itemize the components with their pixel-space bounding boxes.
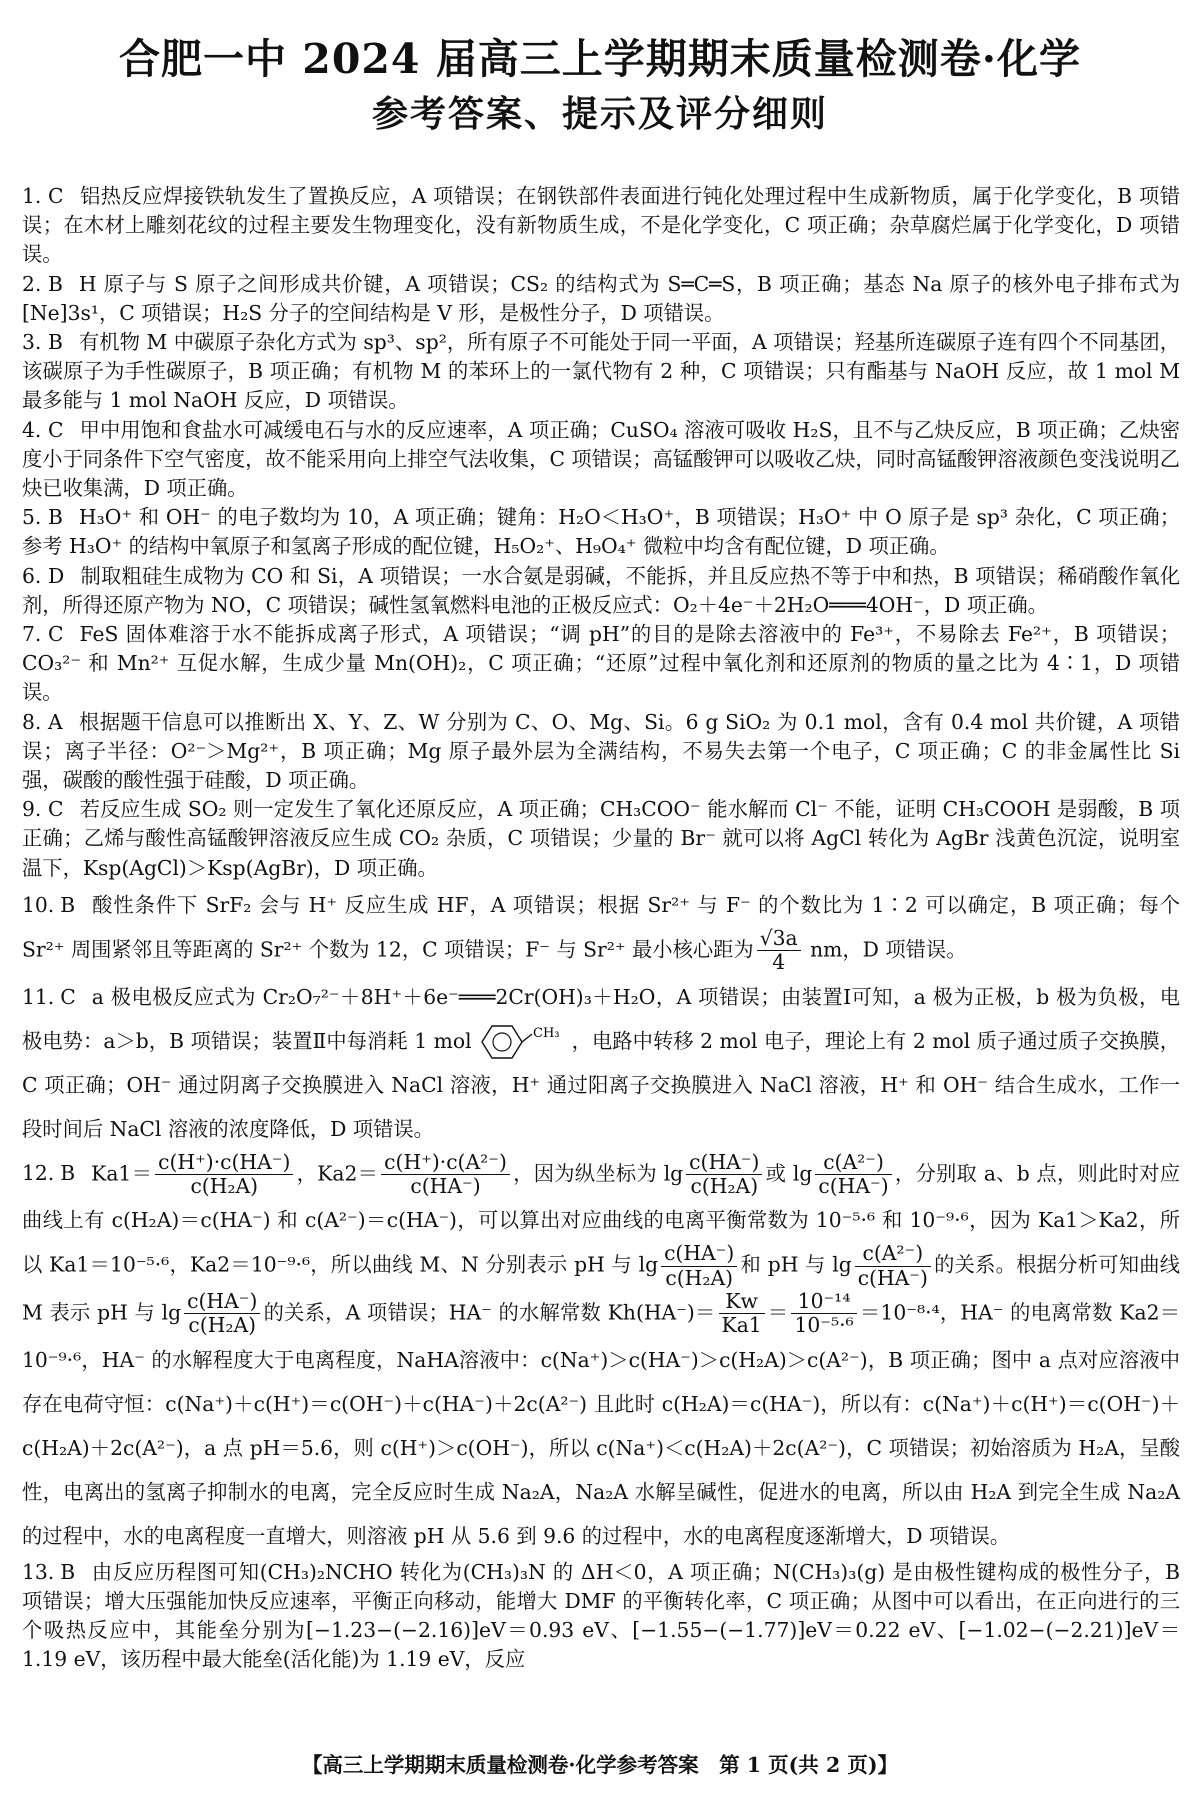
answer-item-8 — [22, 708, 1180, 796]
item-text: 有机物 M 中碳原子杂化方式为 sp³、sp²，所有原子不可能处于同一平面，A 项错误；羟基所连碳原子连有四个不同基团，该碳原子为手性碳原子，B 项正确；有机物 M 的苯环上的一氯代物有 2 种，C 项错误；只有酯基与 NaOH 反应，故 1 mol M 最多能与 1 mol NaOH 反应，D 项错误。 — [22, 330, 1180, 413]
item-text-2: ，电路中转移 2 mol 电子，理论上有 2 mol 质子通过质子交换膜，C 项正确；OH⁻ 通过阴离子交换膜进入 NaCl 溶液，H⁺ 通过阳离子交换膜进入 NaCl 溶液，H⁺ 和 OH⁻ 结合生成水，工作一段时间后 NaCl 溶液的浓度降低，D 项错误。 — [22, 1028, 1180, 1141]
item-text: 的关系，A 项错误；HA⁻ 的水解 — [263, 1300, 561, 1325]
item-number: 7. — [22, 622, 42, 647]
answer-item-2 — [22, 270, 1180, 328]
page-title: 合肥一中 2024 届高三上学期期末质量检测卷·化学 — [119, 35, 1081, 83]
item-text: 若反应生成 SO₂ 则一定发生了氧化还原反应，A 项正确；CH₃COO⁻ 能水解而 Cl⁻ 不能，证明 CH₃COOH 是弱酸，B 项正确；乙烯与酸性高锰酸钾溶液反应生成 CO₂ 杂质，C 项错误；少量的 Br⁻ 就可以将 AgCl 转化为 AgBr 浅黄色沉淀，说明室温下，Ksp(AgCl)＞Ksp(AgBr)，D 项正确。 — [22, 797, 1180, 880]
item-answer: C — [48, 184, 64, 208]
item-text: ＝ — [767, 1300, 789, 1325]
answer-item-5 — [22, 503, 1180, 561]
answer-item-10 — [22, 883, 1180, 975]
numerator: Kw — [719, 1290, 765, 1314]
answer-item-4 — [22, 416, 1180, 504]
numerator: c(HA⁻) — [686, 1151, 762, 1175]
item-text: a 极电极反应式为 Cr₂O₇²⁻＋8H⁺＋6e⁻═══2Cr(OH)₃＋H₂O，A 项错误；由装置Ⅰ可知，a 极为正极，b 极为负极，电极电势：a＞b，B 项错误；装置Ⅱ中每消耗 1 mol — [22, 984, 1180, 1053]
numerator: 10⁻¹⁴ — [791, 1290, 856, 1314]
answer-body — [22, 182, 1180, 1674]
item-answer: B — [60, 892, 76, 917]
item-text: 或 lg — [765, 1160, 813, 1185]
item-text: ，因为纵坐标为 lg — [512, 1160, 684, 1185]
denominator: c(HA⁻) — [857, 1265, 928, 1290]
item-number: 12. — [22, 1160, 55, 1185]
ka1-label: Ka1＝ — [91, 1160, 153, 1185]
fraction — [184, 1290, 260, 1338]
item-number: 8. — [22, 709, 42, 734]
answer-item-9 — [22, 795, 1180, 883]
toluene-structure-icon — [472, 1022, 572, 1062]
item-text: 酸性条件下 SrF₂ 会与 H⁺ 反应生成 HF，A 项错误；根据 Sr²⁺ 与 F⁻ 的个数比为 1∶2 可以确定，B 项正确； — [91, 892, 1138, 917]
item-answer: B — [48, 505, 63, 530]
item-answer: A — [48, 709, 63, 734]
fraction — [719, 1290, 765, 1338]
numerator: √3a — [757, 927, 801, 951]
item-number: 5. — [22, 505, 42, 530]
item-text: 和 pH 与 lg — [740, 1252, 852, 1277]
item-text: 根据题干信息可以推断出 X、Y、Z、W 分别为 C、O、Mg、Si。6 g SiO₂ 为 0.1 mol，含有 0.4 mol 共价键，A 项错误；离子半径：O²⁻＞Mg²⁺，B 项正确；Mg 原子最外层为全满结构，不易失去第一个电子，C 项正确；C 的非金属性比 Si 强，碳酸的酸性强于硅酸，D 项正确。 — [22, 709, 1180, 793]
page-subtitle: 参考答案、提示及评分细则 — [371, 93, 828, 135]
item-text: 的关系。根据分析可知曲线 M 表示 pH 与 lg — [22, 1252, 1180, 1325]
item-text-2: 每个 Sr²⁺ 周围紧邻且等距离的 Sr²⁺ 个数为 12，C 项错误；F⁻ 与 Sr²⁺ 最小核心距为 — [22, 892, 1180, 962]
item-text-3: nm，D 项错误。 — [803, 937, 967, 962]
item-number: 6. — [22, 563, 42, 588]
item-number: 10. — [22, 892, 55, 917]
fraction — [661, 1242, 737, 1290]
item-number: 2. — [22, 271, 42, 296]
item-text: 铝热反应焊接铁轨发生了置换反应，A 项错误；在钢铁部件表面进行钝化处理过程中生成新物质，属于化学变化，B 项错误；在木材上雕刻花纹的过程主要发生物理变化，没有新物质生成，不是化学变化，C 项正确；杂草腐烂属于化学变化，D 项错误。 — [22, 184, 1180, 267]
item-text: 制取粗硅生成物为 CO 和 Si，A 项错误；一水合氨是弱碱，不能拆，并且反应热不等于中和热，B 项错误；稀硝酸作氧化剂，所得还原产物为 NO，C 项错误；碱性氢氧燃料电池的正极反应式：O₂＋4e⁻＋2H₂O═══4OH⁻，D 项正确。 — [22, 563, 1180, 617]
item-text: 由反应历程图可知(CH₃)₂NCHO 转化为(CH₃)₃N 的 ΔH＜0，A 项正确；N(CH₃)₃(g) 是由极性键构成的极性分子，B 项错误；增大压强能加快反应速率，平衡正向移动，能增大 DMF 的平衡转化率，C 项正确；从图中可以看出，在正向进行的三个吸热反应中，其能垒分别为[−1.23−(−2.16)]eV＝0.93 eV、[−1.55−(−1.77)]eV＝0.22 eV、[−1.02−(−2.21)]eV＝1.19 eV，该历程中最大能垒(活化能)为 1.19 eV，反应 — [22, 1559, 1180, 1672]
fraction — [155, 1151, 293, 1199]
item-text: FeS 固体难溶于水不能拆成离子形式，A 项错误；“调 pH”的目的是除去溶液中的 Fe³⁺，不易除去 Fe²⁺，B 项错误；CO₃²⁻ 和 Mn²⁺ 互促水解，生成少量 Mn(OH)₂，C 项正确；“还原”过程中氧化剂和还原剂的物质的量之比为 4∶1，D 项错误。 — [22, 622, 1180, 705]
fraction — [791, 1290, 856, 1338]
item-text: NaHA溶液中：c(Na⁺)＞c(HA⁻)＞c(H₂A)＞c(A²⁻)，B 项正确；图中 a 点对应溶液中存在电荷守恒：c(Na⁺)＋c(H⁺)＝c(OH⁻)＋c(HA⁻)＋2c(A²⁻) 且此时 c(H₂A)＝c(HA⁻)，所以有：c(Na⁺)＋c(H⁺)＝c(OH⁻)＋c(H₂A)＋2c(A²⁻)，a 点 pH＝5.6，则 c(H⁺)＞c(OH⁻)，所以 c(Na⁺)＜c(H₂A)＋2c(A²⁻)，C 项错误；初始溶质为 H₂A，呈酸性，电离出的氢离子抑制水的电离，完全反应时生成 Na₂A，Na₂A 水解呈碱性，促进水的电离，所以由 H₂A 到完全生成 Na₂A 的过程中，水的电离程度一直增大，则溶液 pH 从 5.6 到 9.6 的过程中，水的电离程度逐渐增大，D 项错误。 — [22, 1347, 1180, 1548]
item-answer: B — [48, 271, 63, 296]
denominator: c(HA⁻) — [818, 1173, 889, 1198]
answer-item-11 — [22, 975, 1180, 1151]
answer-item-1 — [22, 182, 1180, 270]
answer-item-7 — [22, 620, 1180, 708]
denominator: c(HA⁻) — [410, 1173, 481, 1198]
item-number: 3. — [22, 330, 42, 355]
item-text: H₃O⁺ 和 OH⁻ 的电子数均为 10，A 项正确；键角：H₂O＜H₃O⁺，B 项错误；H₃O⁺ 中 O 原子是 sp³ 杂化，C 项正确；参考 H₃O⁺ 的结构中氧原子和氢离子形成的配位键，H₅O₂⁺、H₉O₄⁺ 微粒中均含有配位键，D 项正确。 — [22, 505, 1180, 559]
item-answer: B — [48, 330, 63, 355]
denominator: 10⁻⁵·⁶ — [794, 1313, 854, 1338]
item-answer: B — [60, 1559, 76, 1584]
denominator: c(H₂A) — [190, 1173, 259, 1198]
methyl-label: CH₃ — [532, 1026, 560, 1042]
answer-item-12 — [22, 1151, 1180, 1558]
item-answer: B — [60, 1160, 76, 1185]
item-number: 11. — [22, 984, 55, 1009]
item-text: ，分别取 a、b 点，则此时对应曲线上有 c(H₂A)＝c(HA⁻) 和 c(A²⁻)＝c(HA⁻)，可以算出对应曲线的电离平衡常数为 10⁻⁵·⁶ 和 10⁻⁹·⁶，因为 Ka1＞Ka2，所以 Ka1＝10⁻⁵·⁶，Ka2＝10⁻⁹·⁶，所以曲线 M、N 分别表示 pH 与 lg — [22, 1160, 1180, 1277]
numerator: c(H⁺)·c(HA⁻) — [155, 1151, 293, 1175]
item-number: 13. — [22, 1559, 55, 1584]
denominator: 4 — [772, 950, 786, 975]
numerator: c(HA⁻) — [661, 1242, 737, 1266]
page-footer: 【高三上学期期末质量检测卷·化学参考答案 第 1 页(共 2 页)】 — [301, 1753, 899, 1777]
item-text: ＝10⁻⁸·⁴，HA⁻ 的电离常数 Ka2＝10⁻⁹·⁶，HA⁻ 的水解程度大于电离程度， — [22, 1300, 1180, 1372]
numerator: c(H⁺)·c(A²⁻) — [381, 1151, 510, 1175]
item-answer: D — [48, 563, 65, 588]
denominator: c(H₂A) — [665, 1265, 734, 1290]
item-answer: C — [60, 984, 76, 1009]
denominator: c(H₂A) — [690, 1173, 759, 1198]
item-answer: C — [48, 797, 64, 822]
fraction — [757, 927, 801, 975]
numerator: c(A²⁻) — [815, 1151, 891, 1175]
fraction — [686, 1151, 762, 1199]
item-text: H 原子与 S 原子之间形成共价键，A 项错误；CS₂ 的结构式为 S═C═S，B 项正确；基态 Na 原子的核外电子排布式为[Ne]3s¹，C 项错误；H₂S 分子的空间结构是 V 形，是极性分子，D 项错误。 — [22, 271, 1180, 325]
answer-item-3 — [22, 328, 1180, 416]
item-number: 9. — [22, 797, 42, 822]
item-text: 甲中用饱和食盐水可减缓电石与水的反应速率，A 项正确；CuSO₄ 溶液可吸收 H₂S，且不与乙炔反应，B 项正确；乙炔密度小于同条件下空气密度，故不能采用向上排空气法收集，C 项错误；高锰酸钾可以吸收乙炔，同时高锰酸钾溶液颜色变浅说明乙炔已收集满，D 项正确。 — [22, 417, 1180, 501]
item-answer: C — [48, 417, 64, 442]
item-text: 常数 Kh(HA⁻)＝ — [560, 1300, 716, 1325]
denominator: Ka1 — [721, 1313, 762, 1338]
item-number: 1. — [22, 184, 42, 208]
answer-item-13 — [22, 1558, 1180, 1675]
ka2-label: ，Ka2＝ — [296, 1160, 379, 1185]
item-number: 4. — [22, 417, 42, 442]
numerator: c(A²⁻) — [855, 1242, 931, 1266]
numerator: c(HA⁻) — [184, 1290, 260, 1314]
item-answer: C — [48, 622, 64, 647]
fraction — [815, 1151, 891, 1199]
fraction — [855, 1242, 931, 1290]
answer-item-6 — [22, 562, 1180, 620]
denominator: c(H₂A) — [188, 1313, 257, 1338]
fraction — [381, 1151, 510, 1199]
